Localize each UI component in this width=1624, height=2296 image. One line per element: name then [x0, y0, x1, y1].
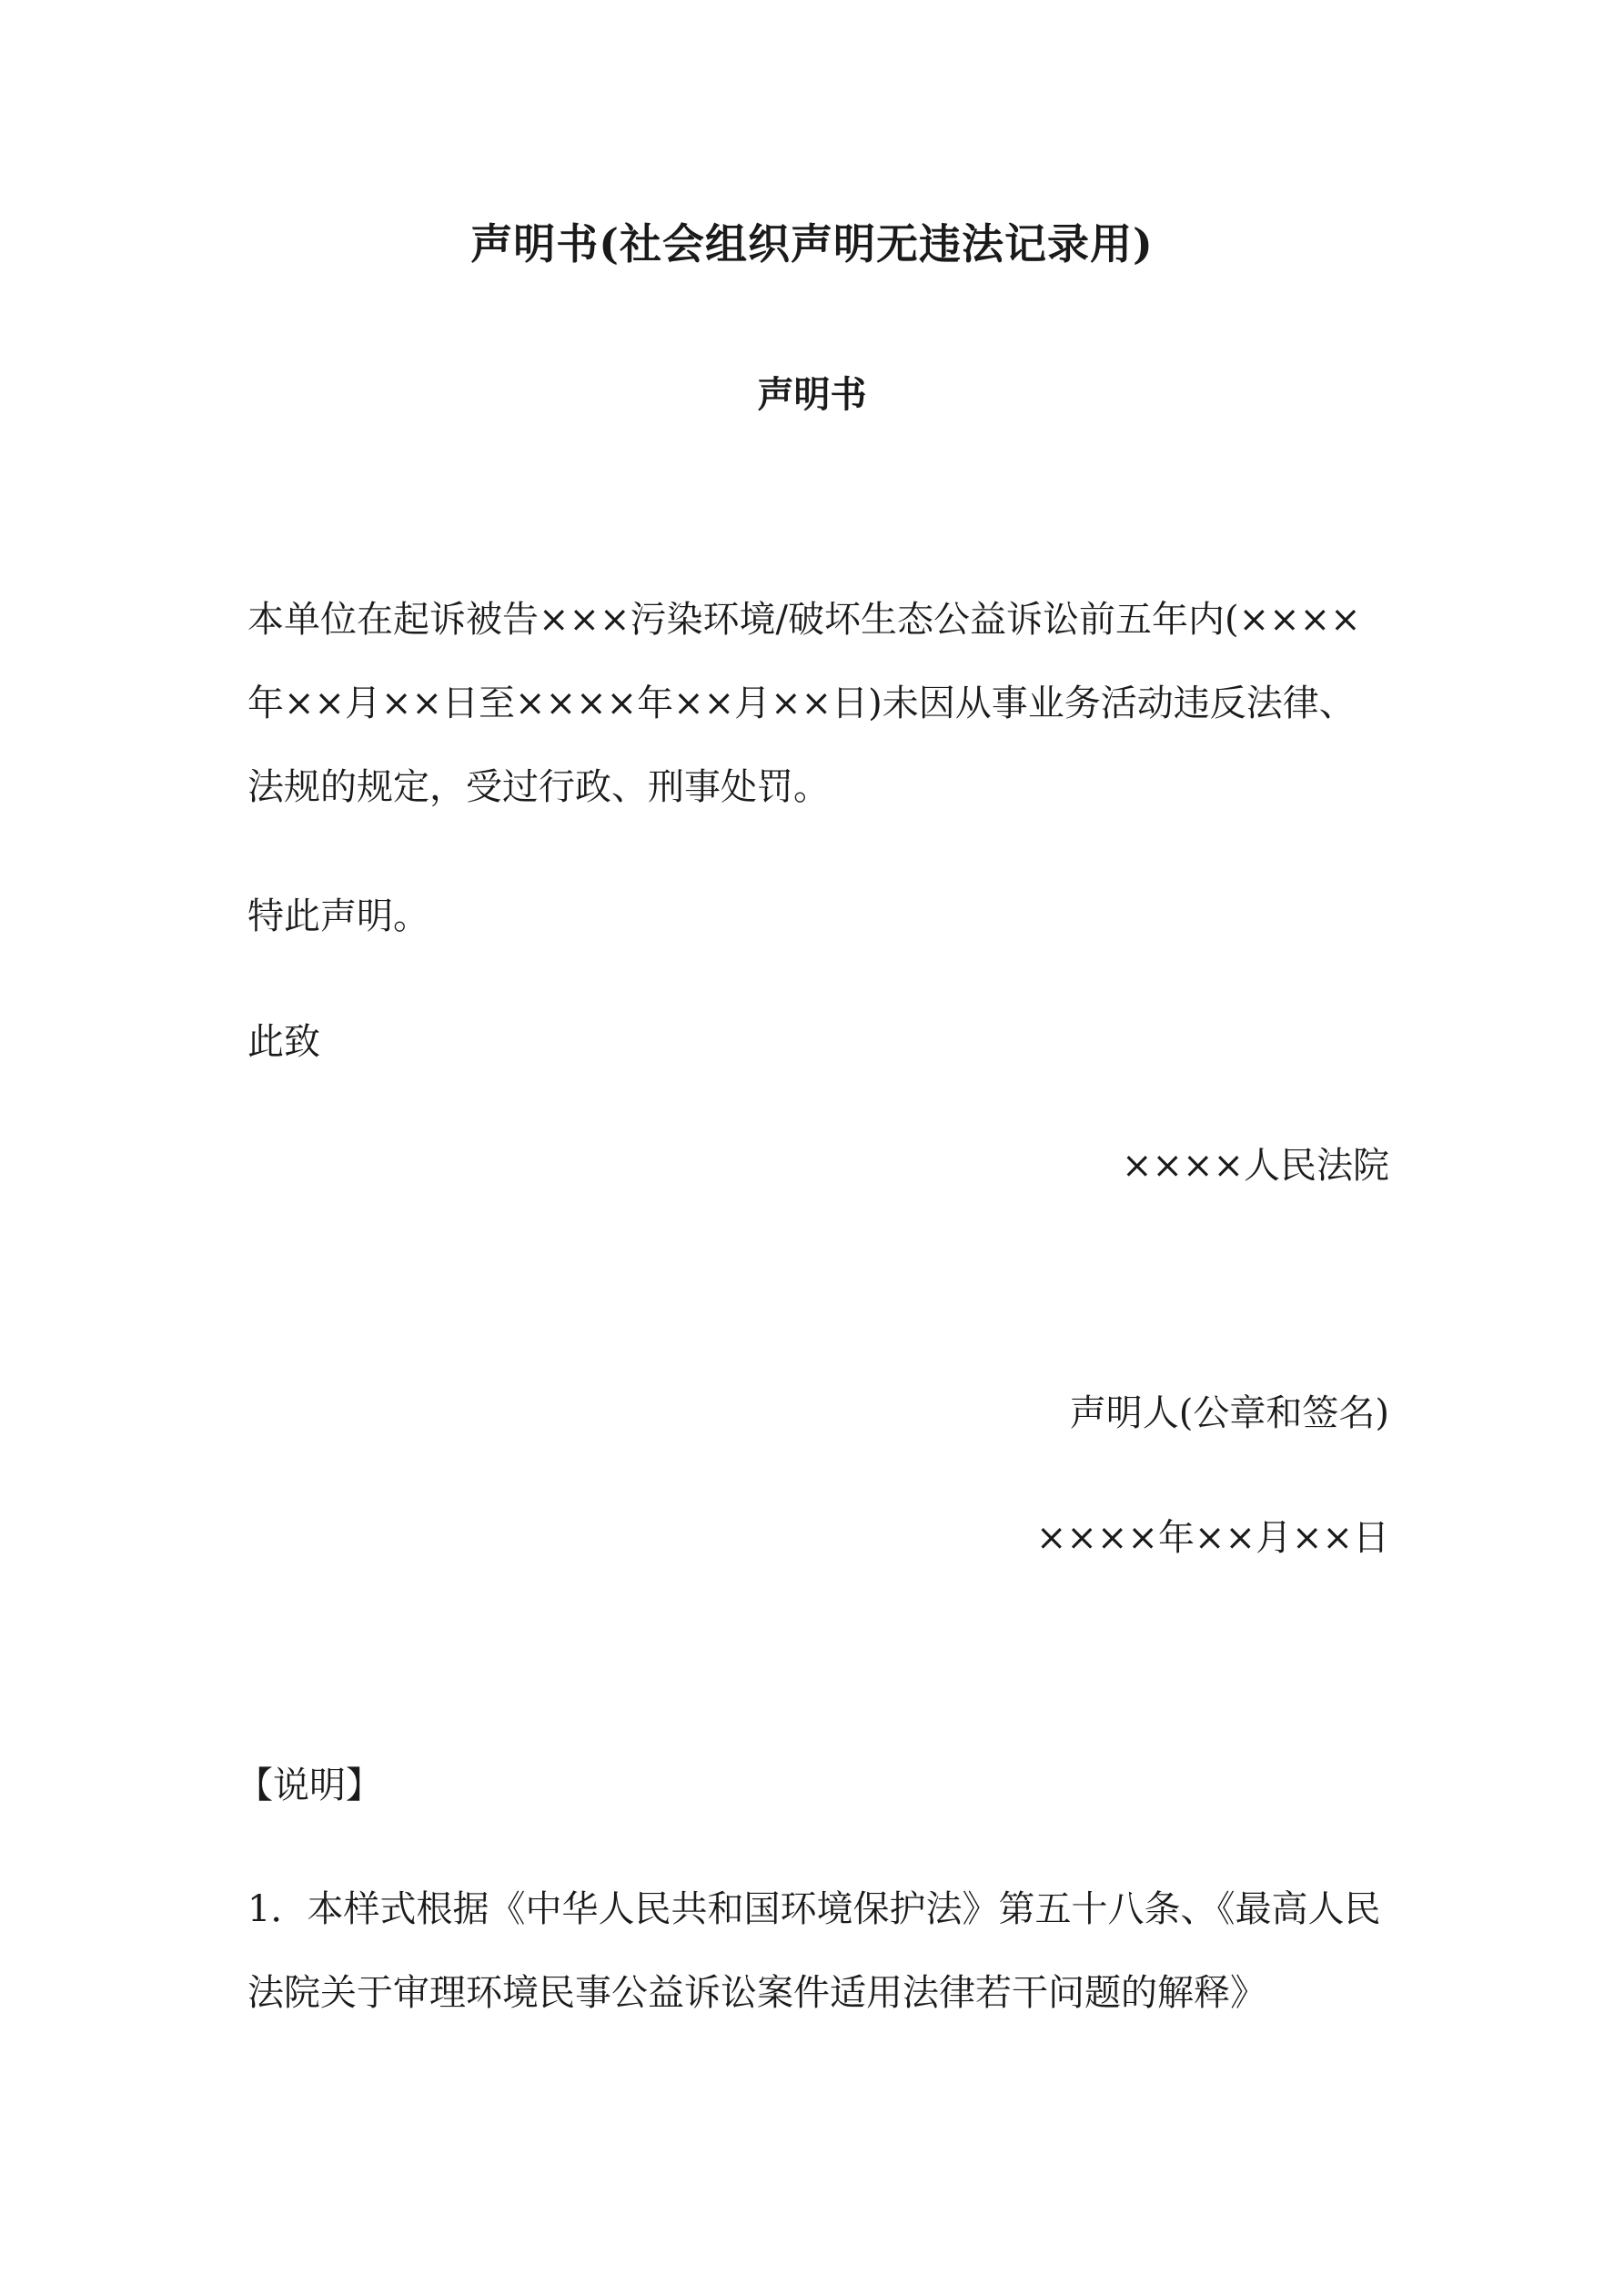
declaration-line: 特此声明。 — [247, 895, 429, 937]
date-line: ××××年××月××日 — [1035, 1517, 1389, 1559]
statement-body-paragraph: 本单位在起诉被告×××污染环境/破坏生态公益诉讼前五年内(××××年××月××日至××××年××月××日)未因从事业务活动违反法律、法规的规定，受过行政、刑事处罚。 — [247, 599, 1361, 808]
document-title: 声明书(社会组织声明无违法记录用) — [470, 219, 1154, 268]
notes-heading: 【说明】 — [237, 1765, 382, 1806]
salutation-line: 此致 — [247, 1021, 320, 1063]
note-item-1: 1．本样式根据《中华人民共和国环境保护法》第五十八条、《最高人民法院关于审理环境民事公益诉讼案件适用法律若干问题的解释》 — [247, 1888, 1381, 2014]
recipient-court: ××××人民法院 — [1121, 1145, 1389, 1187]
signer-line: 声明人(公章和签名) — [1069, 1392, 1389, 1434]
document-subtitle: 声明书 — [757, 373, 867, 416]
